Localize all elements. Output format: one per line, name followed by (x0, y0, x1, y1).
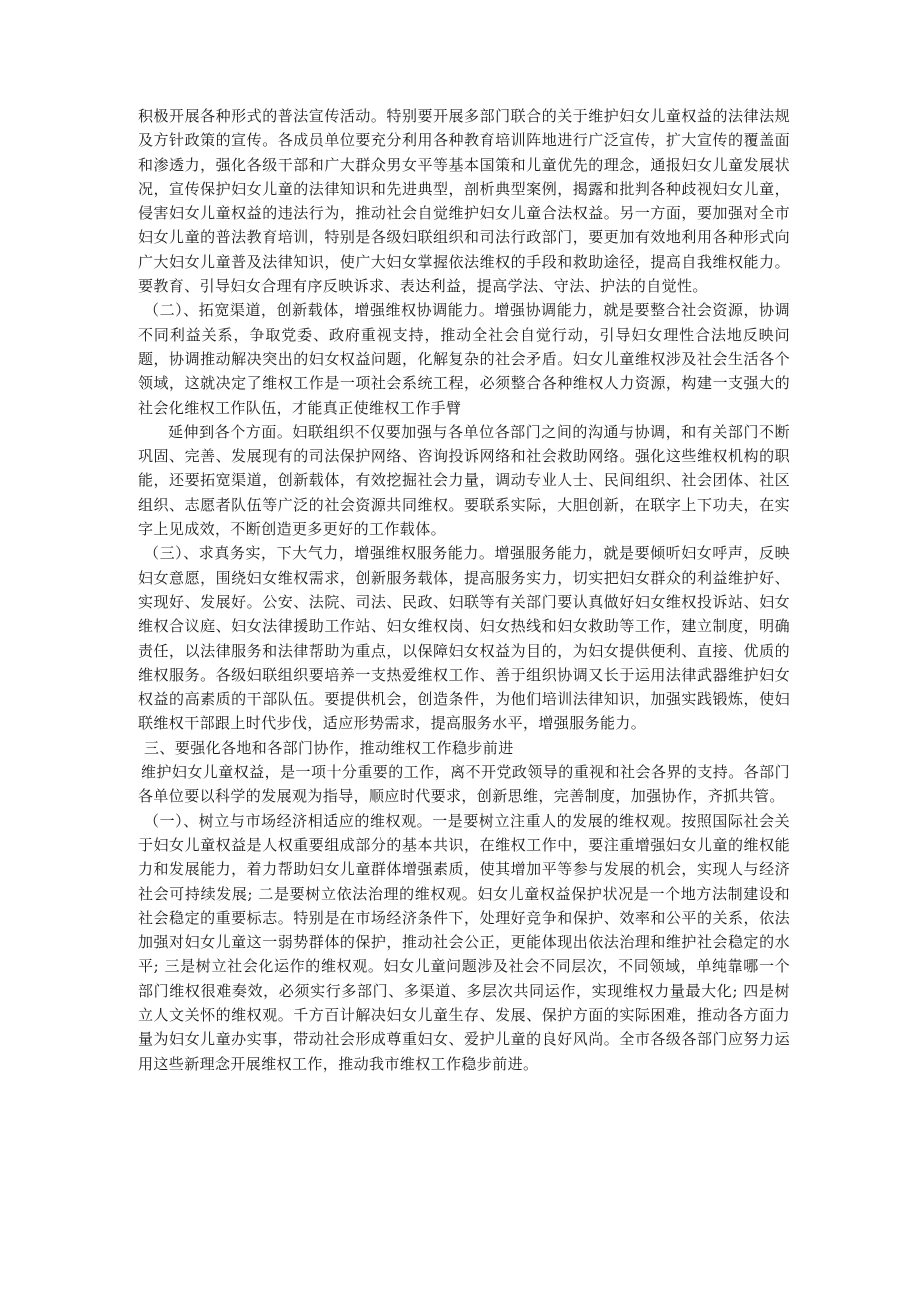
document-body (138, 104, 790, 1076)
paragraph-extend-reach: 延伸到各个方面。妇联组织不仅要加强与各单位各部门之间的沟通与协调，和有关部门不断巩固、完善、发展现有的司法保护网络、咨询投诉网络和社会救助网络。强化这些维权机构的职能，还要拓宽渠道，创新载体，有效挖掘社会力量，调动专业人士、民间组织、社会团体、社区组织、志愿者队伍等广泛的社会资源共同维权。要联系实际，大胆创新，在联字上下功夫，在实字上见成效，不断创造更多更好的工作载体。 (138, 422, 790, 539)
paragraph-protect-rights: 维护妇女儿童权益，是一项十分重要的工作，离不开党政领导的重视和社会各界的支持。各部门各单位要以科学的发展观为指导，顺应时代要求，创新思维，完善制度，加强协作，齐抓共管。 (138, 763, 790, 806)
paragraph-service-capacity: （三）、求真务实，下大气力，增强维权服务能力。增强服务能力，就是要倾听妇女呼声，反映妇女意愿，围绕妇女维权需求，创新服务载体，提高服务实力，切实把妇女群众的利益维护好、实现好、发展好。公安、法院、司法、民政、妇联等有关部门要认真做好妇女维权投诉站、妇女维权合议庭、妇女法律援助工作站、妇女维权岗、妇女热线和妇女救助等工作，建立制度，明确责任，以法律服务和法律帮助为重点，以保障妇女权益为目的，为妇女提供便利、直接、优质的维权服务。各级妇联组织要培养一支热爱维权工作、善于组织协调又长于运用法律武器维护妇女权益的高素质的干部队伍。要提供机会，创造条件，为他们培训法律知识，加强实践锻炼，使妇联维权干部跟上时代步伐，适应形势需求，提高服务水平，增强服务能力。 (138, 544, 790, 733)
paragraph-market-economy-view: （一）、树立与市场经济相适应的维权观。一是要树立注重人的发展的维权观。按照国际社会关于妇女儿童权益是人权重要组成部分的基本共识，在维权工作中，要注重增强妇女儿童的维权能力和发展能力，着力帮助妇女儿童群体增强素质，使其增加平等参与发展的机会，实现人与经济社会可持续发展; 二是要树立依法治理的维权观。妇女儿童权益保护状况是一个地方法制建设和社会稳定的重要标志。特别是在市场经济条件下，处理好竞争和保护、效率和公平的关系，依法加强对妇女儿童这一弱势群体的保护，推动社会公正，更能体现出依法治理和维护社会稳定的水平; 三是树立社会化运作的维权观。妇女儿童问题涉及社会不同层次，不同领域，单纯靠哪一个部门维权很难奏效，必须实行多部门、多渠道、多层次共同运作，实现维权力量最大化; 四是树立人文关怀的维权观。千方百计解决妇女儿童生存、发展、保护方面的实际困难，推动各方面力量为妇女儿童办实事，带动社会形成尊重妇女、爱护儿童的良好风尚。全市各级各部门应努力运用这些新理念开展维权工作，推动我市维权工作稳步前进。 (138, 811, 790, 1073)
paragraph-legal-publicity: 积极开展各种形式的普法宣传活动。特别要开展多部门联合的关于维护妇女儿童权益的法律法规及方针政策的宣传。各成员单位要充分利用各种教育培训阵地进行广泛宣传，扩大宣传的覆盖面和渗透力，强化各级干部和广大群众男女平等基本国策和儿童优先的理念，通报妇女儿童发展状况，宣传保护妇女儿童的法律知识和先进典型，剖析典型案例，揭露和批判各种歧视妇女儿童，侵害妇女儿童权益的违法行为，推动社会自觉维护妇女儿童合法权益。另一方面，要加强对全市妇女儿童的普法教育培训，特别是各级妇联组织和司法行政部门，要更加有效地利用各种形式向广大妇女儿童普及法律知识，使广大妇女掌握依法维权的手段和救助途径，提高自我维权能力。要教育、引导妇女合理有序反映诉求、表达利益，提高学法、守法、护法的自觉性。 (138, 107, 790, 296)
paragraph-coordination-capacity: （二）、拓宽渠道，创新载体，增强维权协调能力。增强协调能力，就是要整合社会资源，协调不同利益关系，争取党委、政府重视支持，推动全社会自觉行动，引导妇女理性合法地反映问题，协调推动解决突出的妇女权益问题，化解复杂的社会矛盾。妇女儿童维权涉及社会生活各个领域，这就决定了维权工作是一项社会系统工程，必须整合各种维权人力资源，构建一支强大的社会化维权工作队伍，才能真正使维权工作手臂 (138, 301, 790, 417)
section-heading-three: 三、要强化各地和各部门协作，推动维权工作稳步前进 (144, 738, 514, 757)
